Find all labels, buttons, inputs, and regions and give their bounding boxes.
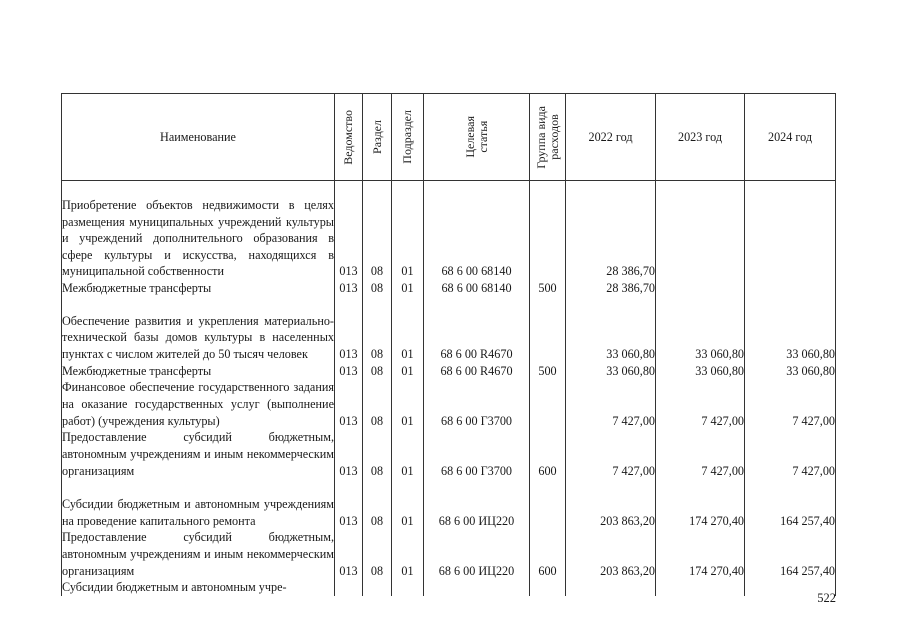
row-2022 [566,579,656,596]
row-name: Предоставление субсидий бюджетным, автономным учреждениям и иным некоммерческим организациям [62,430,334,478]
row-2023: 174 270,40 [656,529,745,579]
row-subsection: 01 [392,379,424,429]
row-section: 08 [363,379,392,429]
row-section: 08 [363,429,392,479]
row-dept: 013 [335,429,363,479]
row-2022: 203 863,20 [566,529,656,579]
row-2024: 7 427,00 [745,429,836,479]
row-2023: 7 427,00 [656,379,745,429]
table-row [62,297,836,363]
header-name: Наименование [62,94,335,181]
row-target: 68 6 00 Г3700 [424,429,530,479]
row-target: 68 6 00 R4670 [424,297,530,363]
header-subsection: Подраздел [392,94,424,181]
row-2022: 33 060,80 [566,363,656,380]
row-subsection: 01 [392,429,424,479]
row-dept: 013 [335,280,363,297]
row-group: 500 [530,363,566,380]
row-name: Межбюджетные трансферты [62,363,335,380]
table-row [62,579,836,596]
row-section: 08 [363,479,392,529]
row-subsection: 01 [392,363,424,380]
budget-table [61,93,836,596]
row-2022: 28 386,70 [566,280,656,297]
row-dept: 013 [335,529,363,579]
row-section [363,579,392,596]
header-2024: 2024 год [745,94,836,181]
row-name: Приобретение объектов недвижимости в целях размещения муниципальных учреждений культуры и учреждений дополнительного образования в сфере культуры и искусства, находящихся в муниципальной собственности [62,181,335,281]
row-section: 08 [363,297,392,363]
header-section: Раздел [363,94,392,181]
row-name: Обеспечение развития и укрепления материально-технической базы домов культуры в населенных пунктах с числом жителей до 50 тысяч человек [62,297,335,363]
row-group: 600 [530,429,566,479]
row-subsection: 01 [392,280,424,297]
table-row [62,479,836,529]
header-dept: Ведомство [335,94,363,181]
table-row [62,181,836,281]
row-2023 [656,280,745,297]
row-2022: 203 863,20 [566,479,656,529]
header-target: Целевая статья [424,94,530,181]
row-2024: 33 060,80 [745,297,836,363]
row-2023: 33 060,80 [656,363,745,380]
table-header-row [62,94,836,181]
row-subsection: 01 [392,181,424,281]
row-2023: 174 270,40 [656,479,745,529]
row-subsection: 01 [392,297,424,363]
row-section: 08 [363,529,392,579]
row-group [530,297,566,363]
row-dept: 013 [335,181,363,281]
page-number: 522 [817,591,836,605]
table-row [62,529,836,579]
row-section: 08 [363,181,392,281]
row-2024: 7 427,00 [745,379,836,429]
row-name: Финансовое обеспечение государственного задания на оказание государственных услуг (выполнение работ) (учреждения культуры) [62,380,334,428]
row-subsection: 01 [392,529,424,579]
row-group [530,479,566,529]
row-target [424,579,530,596]
row-group [530,379,566,429]
row-2022: 7 427,00 [566,379,656,429]
row-target: 68 6 00 Г3700 [424,379,530,429]
row-2024: 164 257,40 [745,529,836,579]
row-dept: 013 [335,297,363,363]
row-2022: 33 060,80 [566,297,656,363]
row-target: 68 6 00 68140 [424,280,530,297]
row-subsection: 01 [392,479,424,529]
row-target: 68 6 00 ИЦ220 [424,479,530,529]
row-name: Субсидии бюджетным и автономным учре- [62,579,335,596]
row-dept: 013 [335,363,363,380]
table-row [62,379,836,429]
row-2023 [656,181,745,281]
row-name: Предоставление субсидий бюджетным, автономным учреждениям и иным некоммерческим организациям [62,530,334,578]
row-group [530,181,566,281]
row-section: 08 [363,363,392,380]
row-2024: 33 060,80 [745,363,836,380]
row-2024 [745,181,836,281]
header-2023: 2023 год [656,94,745,181]
table-row [62,363,836,380]
row-group [530,579,566,596]
row-2023 [656,579,745,596]
header-expense-group: Группа вида расходов [530,94,566,181]
row-dept [335,579,363,596]
row-2022: 7 427,00 [566,429,656,479]
table-row [62,280,836,297]
row-group: 500 [530,280,566,297]
row-name: Межбюджетные трансферты [62,280,335,297]
row-section: 08 [363,280,392,297]
row-name: Субсидии бюджетным и автономным учреждениям на проведение капитального ремонта [62,479,335,529]
row-2023: 33 060,80 [656,297,745,363]
row-target: 68 6 00 68140 [424,181,530,281]
row-target: 68 6 00 ИЦ220 [424,529,530,579]
table-row [62,429,836,479]
row-2022: 28 386,70 [566,181,656,281]
row-target: 68 6 00 R4670 [424,363,530,380]
row-2023: 7 427,00 [656,429,745,479]
header-2022: 2022 год [566,94,656,181]
row-dept: 013 [335,479,363,529]
row-group: 600 [530,529,566,579]
row-dept: 013 [335,379,363,429]
row-subsection [392,579,424,596]
row-2024: 164 257,40 [745,479,836,529]
row-2024 [745,280,836,297]
